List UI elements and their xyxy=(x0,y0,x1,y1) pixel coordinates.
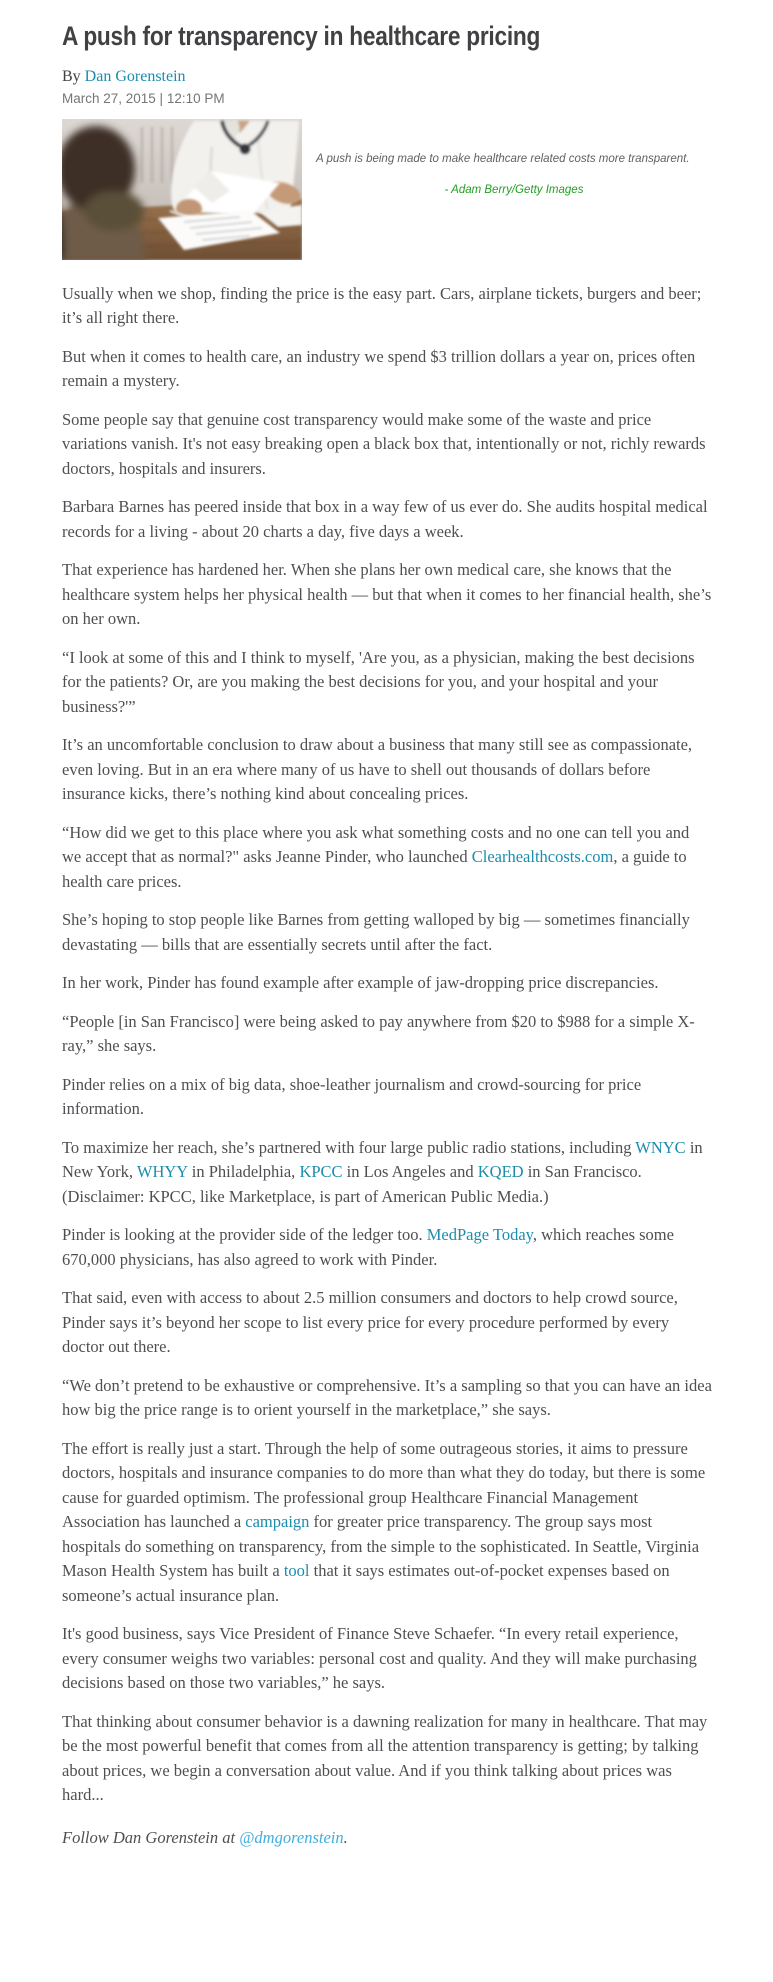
article-paragraph: It’s an uncomfortable conclusion to draw about a business that many still see as compassionate, even loving. But in an era where many of us have to shell out thousands of dollars before insurance kicks, there’s nothing kind about concealing prices. xyxy=(62,735,693,804)
author-link[interactable]: Dan Gorenstein xyxy=(84,67,186,85)
article-paragraph: Some people say that genuine cost transparency would make some of the waste and price variations vanish. It's not easy breaking open a black box that, intentionally or not, richly rewards doctors, hospitals and insurers. xyxy=(62,409,706,478)
article-paragraph: “How did we get to this place where you ask what something costs and no one can tell you and we accept that as normal?" asks Jeanne Pinder, who launched Clearhealthcosts.com, a guide to health care prices. xyxy=(62,822,690,891)
article-paragraph: In her work, Pinder has found example after example of jaw-dropping price discrepancies. xyxy=(62,973,659,993)
medpage-today-link[interactable]: MedPage Today xyxy=(426,1225,533,1245)
article-paragraph: “We don’t pretend to be exhaustive or comprehensive. It’s a sampling so that you can have an idea how big the price range is to orient yourself in the marketplace,” she says. xyxy=(62,1375,712,1420)
article-paragraph: Usually when we shop, finding the price is the easy part. Cars, airplane tickets, burgers and beer; it’s all right there. xyxy=(62,283,702,328)
article-paragraph: That said, even with access to about 2.5 million consumers and doctors to help crowd source, Pinder says it’s beyond her scope to list every price for every procedure performed by every doctor out there. xyxy=(62,1288,678,1357)
page-title: A push for transparency in healthcare pricing xyxy=(62,21,541,51)
whyy-link[interactable]: WHYY xyxy=(136,1162,188,1182)
article-paragraph: Pinder relies on a mix of big data, shoe-leather journalism and crowd-sourcing for price information. xyxy=(62,1074,642,1119)
article-body xyxy=(62,282,712,1851)
byline xyxy=(62,68,712,86)
dmgorenstein-link[interactable]: @dmgorenstein xyxy=(239,1827,344,1847)
wnyc-link[interactable]: WNYC xyxy=(635,1137,686,1157)
article-paragraph: Follow Dan Gorenstein at @dmgorenstein. xyxy=(62,1827,348,1847)
doctor-paperwork-photo xyxy=(62,119,302,260)
kpcc-link[interactable]: KPCC xyxy=(299,1162,343,1182)
byline-prefix: By xyxy=(62,67,81,85)
article-paragraph: To maximize her reach, she’s partnered with four large public radio stations, including WNYC in New York, WHYY in Philadelphia, KPCC in Los Angeles and KQED in San Francisco. (Disclaimer: KPCC, like Marketplace, is part of American Public Media.) xyxy=(62,1137,703,1206)
photo-credit: - Adam Berry/Getty Images xyxy=(444,183,584,196)
article-paragraph: But when it comes to health care, an industry we spend $3 trillion dollars a year on, prices often remain a mystery. xyxy=(62,346,696,391)
photo-caption: A push is being made to make healthcare related costs more transparent. xyxy=(316,152,690,165)
article-paragraph: It's good business, says Vice President of Finance Steve Schaefer. “In every retail experience, every consumer weighs two variables: personal cost and quality. And they will make purchasing decisions based on those two variables,” he says. xyxy=(62,1624,697,1693)
article-photo xyxy=(62,119,302,260)
photo-caption-block xyxy=(302,119,712,200)
publish-date: March 27, 2015 | 12:10 PM xyxy=(62,90,225,106)
lede-figure xyxy=(62,119,712,260)
kqed-link[interactable]: KQED xyxy=(477,1162,524,1182)
article-paragraph: That experience has hardened her. When she plans her own medical care, she knows that the healthcare system helps her physical health — but that when it comes to her financial health, she’s on her own. xyxy=(62,560,712,629)
article-paragraph: “People [in San Francisco] were being asked to pay anywhere from $20 to $988 for a simple X-ray,” she says. xyxy=(62,1011,695,1056)
tool-link[interactable]: tool xyxy=(283,1561,310,1581)
article-paragraph: The effort is really just a start. Through the help of some outrageous stories, it aims to pressure doctors, hospitals and insurance companies to do more than what they do today, but there is some cause for guarded optimism. The professional group Healthcare Financial Management Association has launched a campaign for greater price transparency. The group says most hospitals do something on transparency, from the simple to the sophisticated. In Seattle, Virginia Mason Health System has built a tool that it says estimates out-of-pocket expenses based on someone’s actual insurance plan. xyxy=(62,1438,706,1605)
clearhealthcosts-link[interactable]: Clearhealthcosts.com xyxy=(471,847,614,867)
article-paragraph: That thinking about consumer behavior is a dawning realization for many in healthcare. That may be the most powerful benefit that comes from all the attention transparency is getting; by talking about prices, we begin a conversation about value. And if you think talking about prices was hard... xyxy=(62,1711,708,1805)
article-paragraph: Pinder is looking at the provider side of the ledger too. MedPage Today, which reaches some 670,000 physicians, has also agreed to work with Pinder. xyxy=(62,1225,674,1269)
article-paragraph: She’s hoping to stop people like Barnes from getting walloped by big — sometimes financially devastating — bills that are essentially secrets until after the fact. xyxy=(62,910,690,954)
article-paragraph: Barbara Barnes has peered inside that box in a way few of us ever do. She audits hospital medical records for a living - about 20 charts a day, five days a week. xyxy=(62,497,708,541)
article-paragraph: “I look at some of this and I think to myself, 'Are you, as a physician, making the best decisions for the patients? Or, are you making the best decisions for you, and your hospital and your business?'” xyxy=(62,647,695,716)
campaign-link[interactable]: campaign xyxy=(245,1512,310,1532)
